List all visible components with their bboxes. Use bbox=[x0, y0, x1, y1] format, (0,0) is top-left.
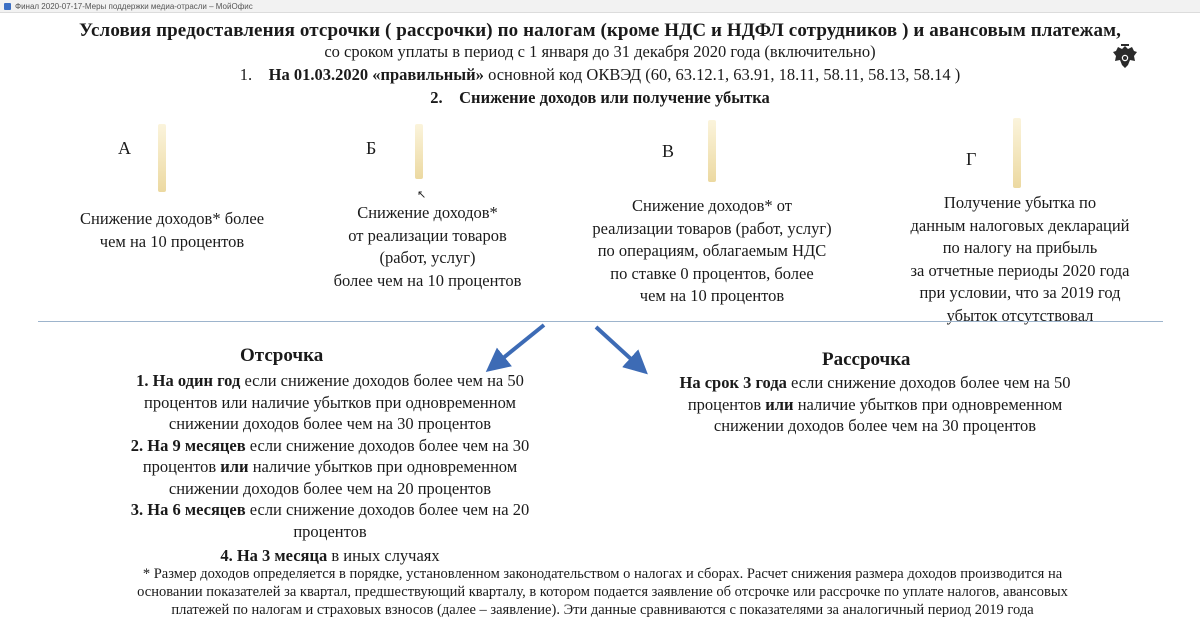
app-icon bbox=[4, 3, 11, 10]
option-v-arrow bbox=[708, 120, 716, 182]
option-g-text bbox=[880, 192, 1160, 327]
option-g-line: Получение убытка по bbox=[943, 193, 1097, 212]
condition-1-rest: основной код ОКВЭД (60, 63.12.1, 63.91, 18.11, 58.11, 58.13, 58.14 ) bbox=[483, 65, 961, 84]
deferral-item-2-bold: 2. На 9 месяцев bbox=[130, 435, 246, 455]
option-b-line: (работ, услуг) bbox=[379, 248, 476, 267]
installment-line2-a: процентов bbox=[687, 394, 766, 414]
deferral-item-1 bbox=[60, 370, 600, 392]
arrow-right-diagonal-icon bbox=[596, 327, 642, 369]
deferral-item-4-bold: 4. На 3 месяца bbox=[220, 546, 328, 565]
deferral-item-1-line2: процентов или наличие убытков при одновременном bbox=[144, 392, 516, 412]
condition-2-bold: Снижение доходов или получение убытка bbox=[459, 88, 770, 107]
deferral-title: Отсрочка bbox=[240, 345, 324, 366]
deferral-item-4-rest: в иных случаях bbox=[327, 546, 440, 565]
option-b-arrow bbox=[415, 124, 423, 179]
option-g-line: по налогу на прибыль bbox=[942, 238, 1098, 257]
option-v-line: по операциям, облагаемым НДС bbox=[597, 241, 827, 260]
deferral-item-2-line2 bbox=[60, 456, 600, 478]
deferral-item-1-rest: если снижение доходов более чем на 50 bbox=[240, 371, 524, 390]
installment-bold: На срок 3 года bbox=[679, 373, 787, 392]
installment-line2-or: или bbox=[765, 394, 794, 414]
option-g-line: убыток отсутствовал bbox=[946, 305, 1094, 325]
condition-1-number: 1. bbox=[239, 65, 253, 84]
deferral-item-2-line2-or: или bbox=[220, 457, 249, 476]
option-v-line: по ставке 0 процентов, более bbox=[610, 263, 814, 283]
condition-1-bold: На 01.03.2020 «правильный» bbox=[268, 65, 484, 84]
deferral-item-1-bold: 1. На один год bbox=[136, 371, 241, 390]
mouse-cursor-icon: ↖ bbox=[417, 188, 427, 201]
deferral-item-3 bbox=[60, 499, 600, 521]
option-v-line: Снижение доходов* от bbox=[632, 196, 792, 215]
option-a-letter: А bbox=[118, 138, 131, 158]
option-g-line: за отчетные периоды 2020 года bbox=[910, 260, 1130, 280]
installment-rest: если снижение доходов более чем на 50 bbox=[786, 373, 1071, 392]
deferral-item-4 bbox=[60, 545, 600, 567]
footnote bbox=[55, 565, 1150, 619]
deferral-item-3-bold: 3. На 6 месяцев bbox=[130, 500, 246, 519]
deferral-item-3-rest: если снижение доходов более чем на 20 bbox=[245, 500, 530, 519]
deferral-item-1-line3: снижении доходов более чем на 30 процентов bbox=[168, 414, 492, 433]
option-v-line: чем на 10 процентов bbox=[639, 286, 785, 305]
option-g-line: данным налоговых деклараций bbox=[910, 215, 1130, 235]
option-v-text bbox=[567, 195, 857, 308]
deferral-item-2-line2-c: наличие убытков при одновременном bbox=[248, 457, 518, 476]
condition-1 bbox=[0, 65, 1200, 85]
deferral-body bbox=[60, 370, 600, 567]
slide-subheading: со сроком уплаты в период с 1 января до 31 декабря 2020 года (включительно) bbox=[324, 42, 876, 61]
option-a-line: Снижение доходов* более bbox=[79, 209, 265, 228]
condition-2 bbox=[0, 88, 1200, 108]
deferral-item-2-rest: если снижение доходов более чем на 30 bbox=[245, 435, 530, 455]
slide-heading: Условия предоставления отсрочки ( рассрочки) по налогам (кроме НДС и НДФЛ сотрудников ) и авансовым платежам, bbox=[79, 20, 1121, 41]
slide bbox=[0, 12, 1200, 629]
option-b-line: более чем на 10 процентов bbox=[333, 270, 522, 290]
option-v-line: реализации товаров (работ, услуг) bbox=[592, 218, 832, 238]
option-b-letter: Б bbox=[366, 138, 377, 158]
option-b-line: от реализации товаров bbox=[348, 225, 507, 245]
option-a-line: чем на 10 процентов bbox=[99, 231, 245, 251]
deferral-item-2-line2-a: процентов bbox=[142, 457, 221, 476]
emblem-icon bbox=[1110, 42, 1140, 72]
condition-2-number: 2. bbox=[430, 88, 443, 107]
option-b-text bbox=[305, 202, 550, 292]
deferral-item-2 bbox=[60, 435, 600, 457]
installment-line3: снижении доходов более чем на 30 процентов bbox=[713, 416, 1037, 435]
installment-body bbox=[640, 372, 1110, 437]
footnote-line: платежей по налогам и страховых взносов (далее – заявление). Эти данные сравниваются с показателями за аналогичный период 2019 года bbox=[171, 602, 1034, 618]
window-title: Финал 2020-07-17-Меры поддержки медиа-отрасли – МойОфис bbox=[15, 1, 253, 11]
deferral-item-3-line2: процентов bbox=[293, 521, 367, 541]
footnote-line: * Размер доходов определяется в порядке, установленном законодательством о налогах и сборах. Расчет снижения размера доходов производится на bbox=[142, 566, 1063, 582]
arrow-left-diagonal-icon bbox=[492, 325, 544, 367]
deferral-item-2-line3: снижении доходов более чем на 20 процентов bbox=[168, 478, 492, 498]
option-g-letter: Г bbox=[966, 149, 977, 169]
option-g-line: при условии, что за 2019 год bbox=[919, 283, 1121, 302]
option-a-text bbox=[52, 208, 292, 253]
installment-title: Рассрочка bbox=[822, 349, 911, 370]
option-v-letter: В bbox=[662, 141, 675, 161]
option-a-arrow bbox=[158, 124, 166, 192]
installment-line2 bbox=[640, 394, 1110, 416]
option-g-arrow bbox=[1013, 118, 1021, 188]
footnote-line: основании показателей за квартал, предшествующий кварталу, в котором подается заявление об отсрочке или рассрочке по уплате налогов, авансовых bbox=[137, 584, 1068, 600]
installment-line1 bbox=[640, 372, 1110, 394]
option-b-line: Снижение доходов* bbox=[357, 203, 498, 222]
installment-line2-c: наличие убытков при одновременном bbox=[793, 394, 1063, 414]
